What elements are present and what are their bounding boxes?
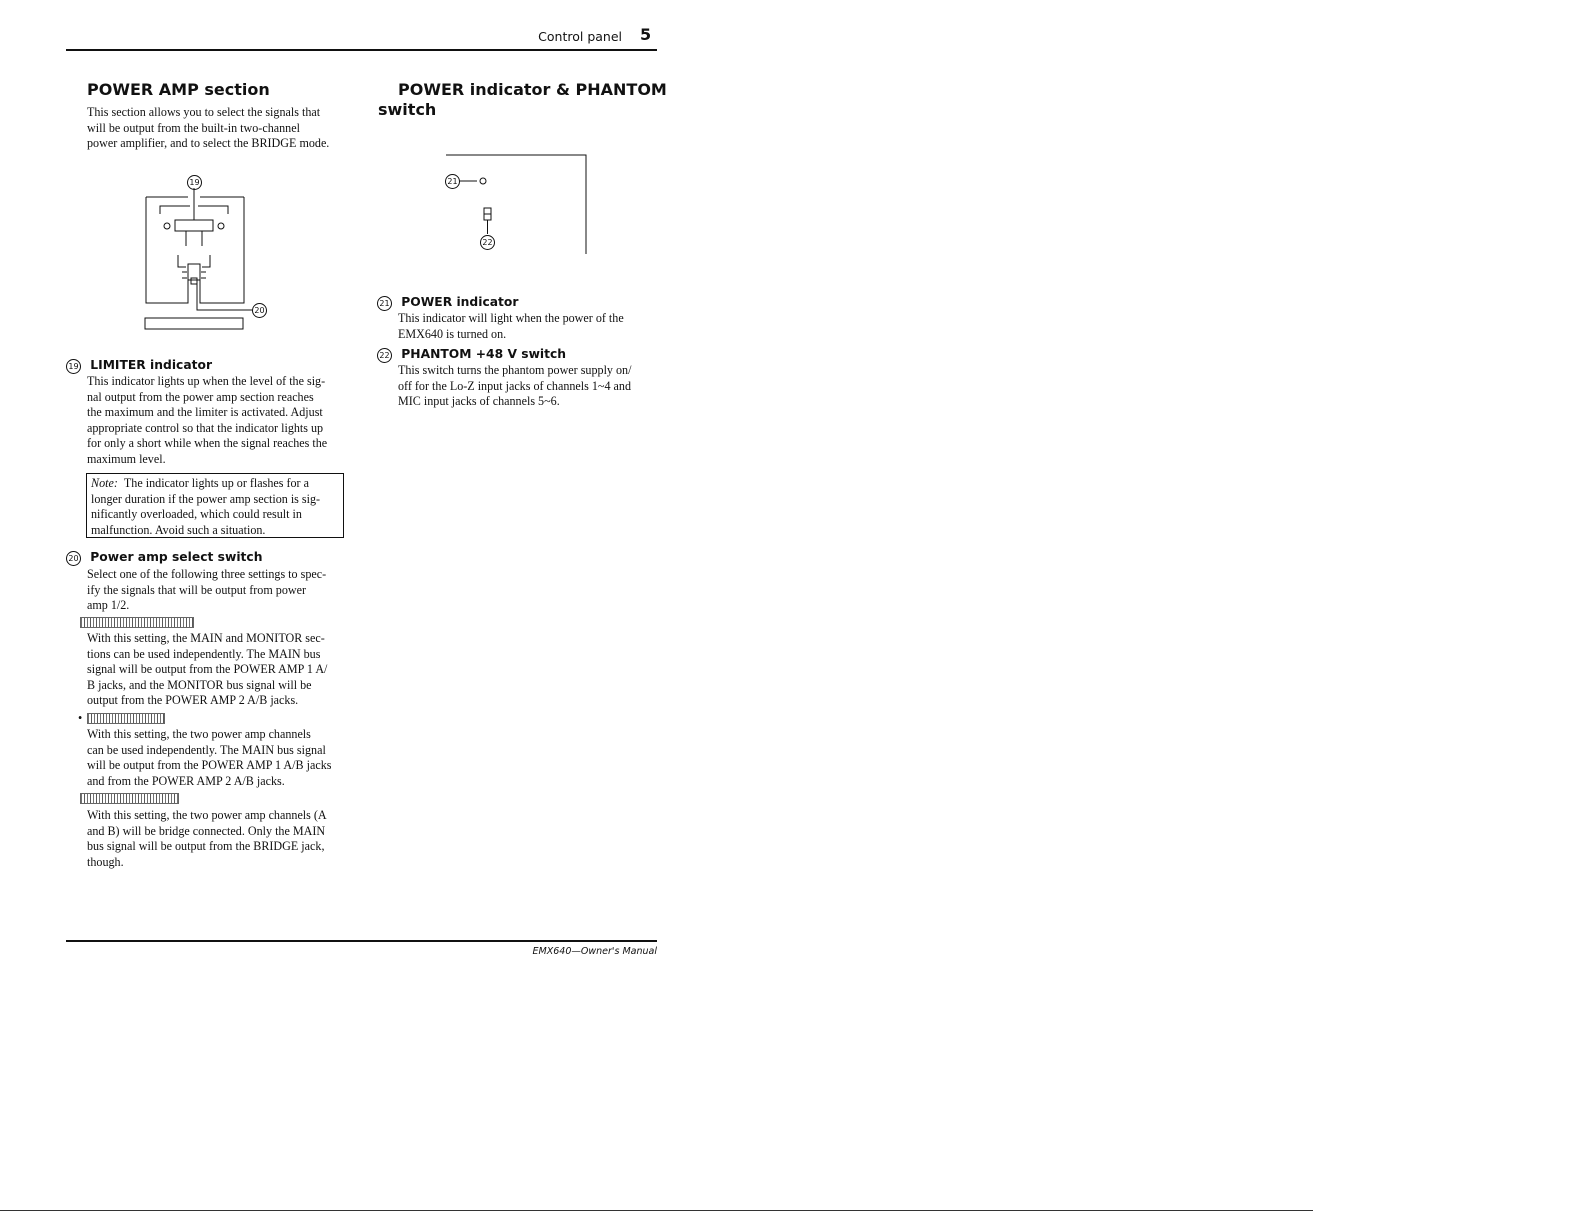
body-line: B jacks, and the MONITOR bus signal will be [87, 677, 312, 692]
body-line: MIC input jacks of channels 5~6. [398, 394, 560, 408]
body-line: Select one of the following three settings to spec- [87, 567, 327, 581]
item-19-heading [66, 358, 212, 374]
intro-line: This section allows you to select the signals that [87, 105, 321, 119]
page-number: 5 [640, 25, 652, 44]
body-line: and from the POWER AMP 2 A/B jacks. [87, 773, 285, 788]
header-rule [66, 49, 657, 51]
setting-2-description [87, 727, 352, 789]
body-line: nal output from the power amp section reaches [87, 389, 314, 404]
body-line: EMX640 is turned on. [398, 326, 507, 341]
callout-22-label: 22 [480, 235, 495, 250]
power-indicator-title: POWER indicator [401, 295, 519, 309]
callout-19-label: 19 [187, 175, 202, 190]
body-line: signal will be output from the POWER AMP 1 A/ [87, 662, 328, 676]
power-phantom-diagram [440, 150, 595, 260]
item-number-22: 22 [377, 348, 392, 363]
page-bottom-edge [0, 1210, 1313, 1211]
intro-line: will be output from the built-in two-channel [87, 120, 300, 135]
note-label: Note: [91, 476, 118, 490]
note-line: nificantly overloaded, which could result in [91, 507, 302, 521]
item-19-body [87, 374, 352, 467]
body-line: output from the POWER AMP 2 A/B jacks. [87, 693, 299, 707]
power-indicator-heading [378, 80, 668, 120]
body-line: This switch turns the phantom power supply on/ [398, 363, 632, 377]
item-22-heading [377, 347, 566, 363]
setting-3-description [87, 808, 352, 870]
phantom-switch-title: PHANTOM +48 V switch [401, 347, 567, 361]
body-line: tions can be used independently. The MAIN bus [87, 646, 321, 661]
setting-2-label-graphic [87, 713, 165, 724]
item-20-body [87, 567, 352, 614]
body-line: can be used independently. The MAIN bus signal [87, 742, 326, 757]
item-21-body [398, 311, 658, 342]
body-line: and B) will be bridge connected. Only the MAIN [87, 823, 326, 838]
heading-line: switch [378, 100, 437, 119]
setting-2-bullet: • [78, 711, 83, 725]
item-number-20: 20 [66, 551, 81, 566]
running-header-title: Control panel [538, 29, 622, 44]
body-line: This indicator lights up when the level of the sig- [87, 374, 326, 388]
body-line: bus signal will be output from the BRIDGE jack, [87, 839, 325, 853]
body-line: This indicator will light when the power of the [398, 311, 624, 325]
note-line: The indicator lights up or flashes for a [123, 476, 309, 490]
body-line: ify the signals that will be output from power [87, 582, 306, 597]
body-line: will be output from the POWER AMP 1 A/B jacks [87, 758, 332, 772]
note-line: malfunction. Avoid such a situation. [91, 522, 266, 537]
item-number-21: 21 [377, 296, 392, 311]
item-number-19: 19 [66, 359, 81, 374]
body-line: though. [87, 854, 124, 869]
setting-3-label-graphic [80, 793, 179, 804]
intro-line: power amplifier, and to select the BRIDGE mode. [87, 136, 330, 150]
limiter-indicator-title: LIMITER indicator [90, 358, 213, 372]
body-line: for only a short while when the signal reaches the [87, 436, 328, 450]
callout-20-label: 20 [252, 303, 267, 318]
item-22-body [398, 363, 658, 410]
body-line: off for the Lo-Z input jacks of channels 1~4 and [398, 378, 632, 393]
footer-rule [66, 940, 657, 942]
setting-1-label-graphic [80, 617, 194, 628]
power-amp-select-title: Power amp select switch [90, 550, 263, 564]
power-amp-intro [87, 105, 357, 152]
footer-manual-title: EMX640—Owner's Manual [532, 946, 657, 957]
body-line: maximum level. [87, 451, 166, 466]
body-line: With this setting, the two power amp channels (A [87, 808, 327, 822]
note-box [86, 473, 344, 538]
body-line: the maximum and the limiter is activated. Adjust [87, 405, 323, 419]
setting-1-description [87, 631, 352, 709]
item-20-heading [66, 550, 262, 566]
callout-21-label: 21 [445, 174, 460, 189]
power-amp-heading: POWER AMP section [87, 80, 270, 99]
note-line: longer duration if the power amp section is sig- [91, 491, 321, 506]
item-21-heading [377, 295, 518, 311]
body-line: With this setting, the two power amp channels [87, 727, 311, 741]
body-line: appropriate control so that the indicator lights up [87, 420, 324, 435]
body-line: amp 1/2. [87, 598, 130, 612]
heading-line: POWER indicator & PHANTOM [398, 80, 667, 99]
body-line: With this setting, the MAIN and MONITOR sec- [87, 631, 325, 645]
